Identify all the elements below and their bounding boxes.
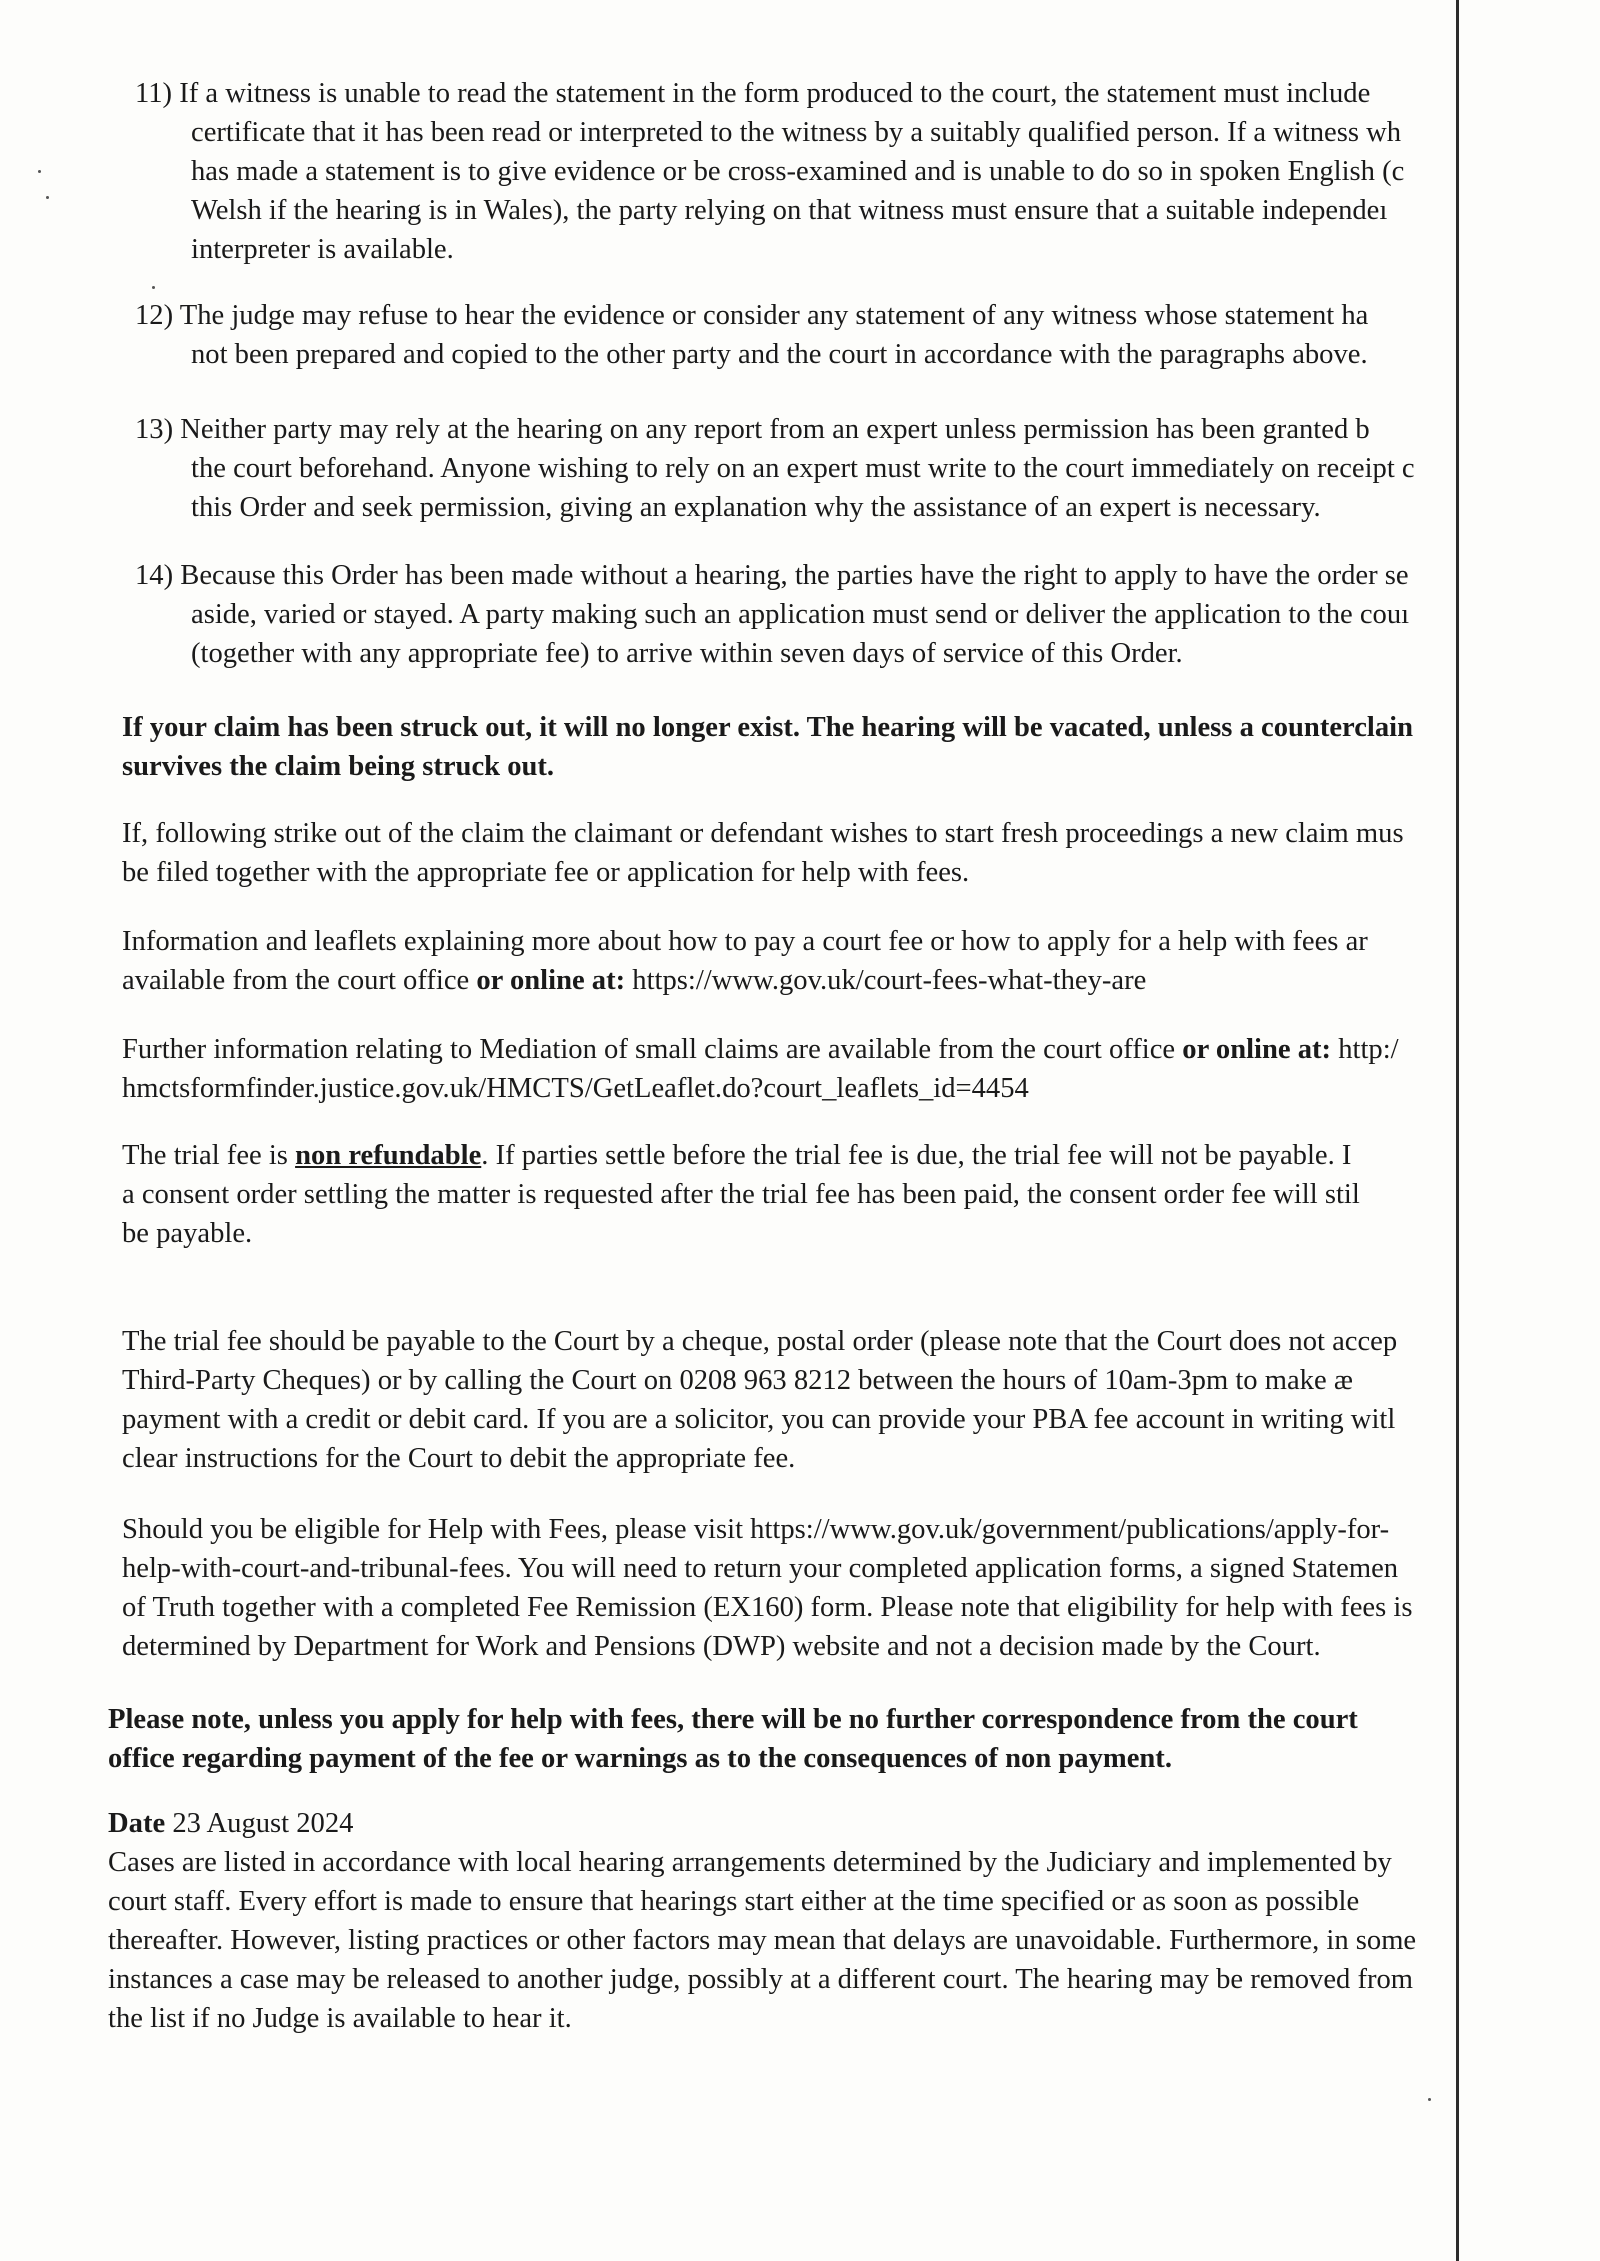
text-line: of Truth together with a completed Fee Remission (EX160) form. Please note that eligibility for help with fees is (122, 1592, 1413, 1623)
mediation-paragraph (122, 1030, 1399, 1108)
online-at-label: or online at: (1182, 1034, 1332, 1065)
text-line: the court beforehand. Anyone wishing to rely on an expert must write to the court immediately on receipt c (191, 453, 1415, 484)
text-line: the list if no Judge is available to hear it. (108, 2003, 572, 2034)
text-line: payment with a credit or debit card. If you are a solicitor, you can provide your PBA fee account in writing witl (122, 1404, 1396, 1435)
payment-method-paragraph (122, 1322, 1397, 1478)
text-line: (together with any appropriate fee) to arrive within seven days of service of this Order. (191, 638, 1183, 669)
text-line: this Order and seek permission, giving an explanation why the assistance of an expert is necessary. (191, 492, 1321, 523)
text-line: instances a case may be released to another judge, possibly at a different court. The hearing may be removed from (108, 1964, 1414, 1995)
correspondence-notice (108, 1700, 1358, 1778)
paragraph-14 (135, 556, 1409, 673)
fresh-proceedings-paragraph (122, 814, 1404, 892)
text-line: be filed together with the appropriate fee or application for help with fees. (122, 857, 970, 888)
mediation-url: hmctsformfinder.justice.gov.uk/HMCTS/GetLeaflet.do?court_leaflets_id=4454 (122, 1073, 1029, 1104)
help-with-fees-paragraph (122, 1510, 1412, 1666)
text-line: 11) If a witness is unable to read the statement in the form produced to the court, the statement must include (135, 78, 1371, 109)
date-and-listing-section (108, 1804, 1416, 2038)
scan-speck (1428, 2098, 1431, 2101)
text-line: 12) The judge may refuse to hear the evidence or consider any statement of any witness whose statement ha (135, 300, 1369, 331)
text-line: 14) Because this Order has been made without a hearing, the parties have the right to apply to have the order se (135, 560, 1409, 591)
text-line: certificate that it has been read or interpreted to the witness by a suitably qualified person. If a witness wh (191, 117, 1402, 148)
text-line: court staff. Every effort is made to ensure that hearings start either at the time specified or as soon as possible (108, 1886, 1360, 1917)
text-line: Cases are listed in accordance with local hearing arrangements determined by the Judiciary and implemented by (108, 1847, 1392, 1878)
text-line: clear instructions for the Court to debit the appropriate fee. (122, 1443, 796, 1474)
text-line: The trial fee should be payable to the Court by a cheque, postal order (please note that the Court does not accep (122, 1326, 1398, 1357)
trial-fee-paragraph (122, 1136, 1360, 1253)
court-fee-leaflets-paragraph (122, 922, 1368, 1000)
text-line: Third-Party Cheques) or by calling the Court on 0208 963 8212 between the hours of 10am-3pm to make æ (122, 1365, 1353, 1396)
text-line: determined by Department for Work and Pensions (DWP) website and not a decision made by the Court. (122, 1631, 1321, 1662)
scan-speck (38, 170, 41, 173)
court-fees-url: https://www.gov.uk/court-fees-what-they-are (625, 965, 1147, 996)
text-line: office regarding payment of the fee or warnings as to the consequences of non payment. (108, 1743, 1172, 1774)
text-line: thereafter. However, listing practices or other factors may mean that delays are unavoidable. Furthermore, in some (108, 1925, 1417, 1956)
online-at-label: or online at: (476, 965, 626, 996)
text-line: interpreter is available. (191, 234, 454, 265)
scan-speck (152, 286, 155, 289)
text-line: Should you be eligible for Help with Fees, please visit https://www.gov.uk/government/publications/apply-for- (122, 1514, 1390, 1545)
text-line: Please note, unless you apply for help with fees, there will be no further correspondence from the court (108, 1704, 1358, 1735)
order-date (108, 1804, 1416, 1843)
text-line: a consent order settling the matter is requested after the trial fee has been paid, the consent order fee will stil (122, 1179, 1360, 1210)
text-line: survives the claim being struck out. (122, 751, 555, 782)
paragraph-12 (135, 296, 1368, 374)
text-line: Information and leaflets explaining more about how to pay a court fee or how to apply for a help with fees ar (122, 926, 1368, 957)
text-line: If your claim has been struck out, it will no longer exist. The hearing will be vacated, unless a counterclain (122, 712, 1413, 743)
scan-speck (46, 196, 49, 199)
struck-out-notice (122, 708, 1413, 786)
date-label: Date (108, 1808, 166, 1839)
date-value: 23 August 2024 (172, 1808, 354, 1839)
text-line: be payable. (122, 1218, 253, 1249)
text-line: Further information relating to Mediation of small claims are available from the court office or online at: http:/ (122, 1034, 1399, 1065)
text-line: aside, varied or stayed. A party making such an application must send or deliver the application to the couı (191, 599, 1410, 630)
text-line: help-with-court-and-tribunal-fees. You will need to return your completed application forms, a signed Statemen (122, 1553, 1399, 1584)
paragraph-11 (135, 74, 1404, 269)
text-line: If, following strike out of the claim the claimant or defendant wishes to start fresh proceedings a new claim mus (122, 818, 1404, 849)
text-line: available from the court office or online at: https://www.gov.uk/court-fees-what-they-are (122, 965, 1147, 996)
text-line: has made a statement is to give evidence or be cross-examined and is unable to do so in spoken English (c (191, 156, 1405, 187)
text-line: not been prepared and copied to the other party and the court in accordance with the paragraphs above. (191, 339, 1368, 370)
text-line: The trial fee is non refundable. If parties settle before the trial fee is due, the trial fee will not be payable. I (122, 1140, 1352, 1171)
text-line: Welsh if the hearing is in Wales), the party relying on that witness must ensure that a suitable independeı (191, 195, 1388, 226)
non-refundable-emphasis: non refundable (295, 1140, 482, 1171)
paragraph-13 (135, 410, 1415, 527)
scan-fold-line (1456, 0, 1459, 2261)
text-line: 13) Neither party may rely at the hearing on any report from an expert unless permission has been granted b (135, 414, 1370, 445)
